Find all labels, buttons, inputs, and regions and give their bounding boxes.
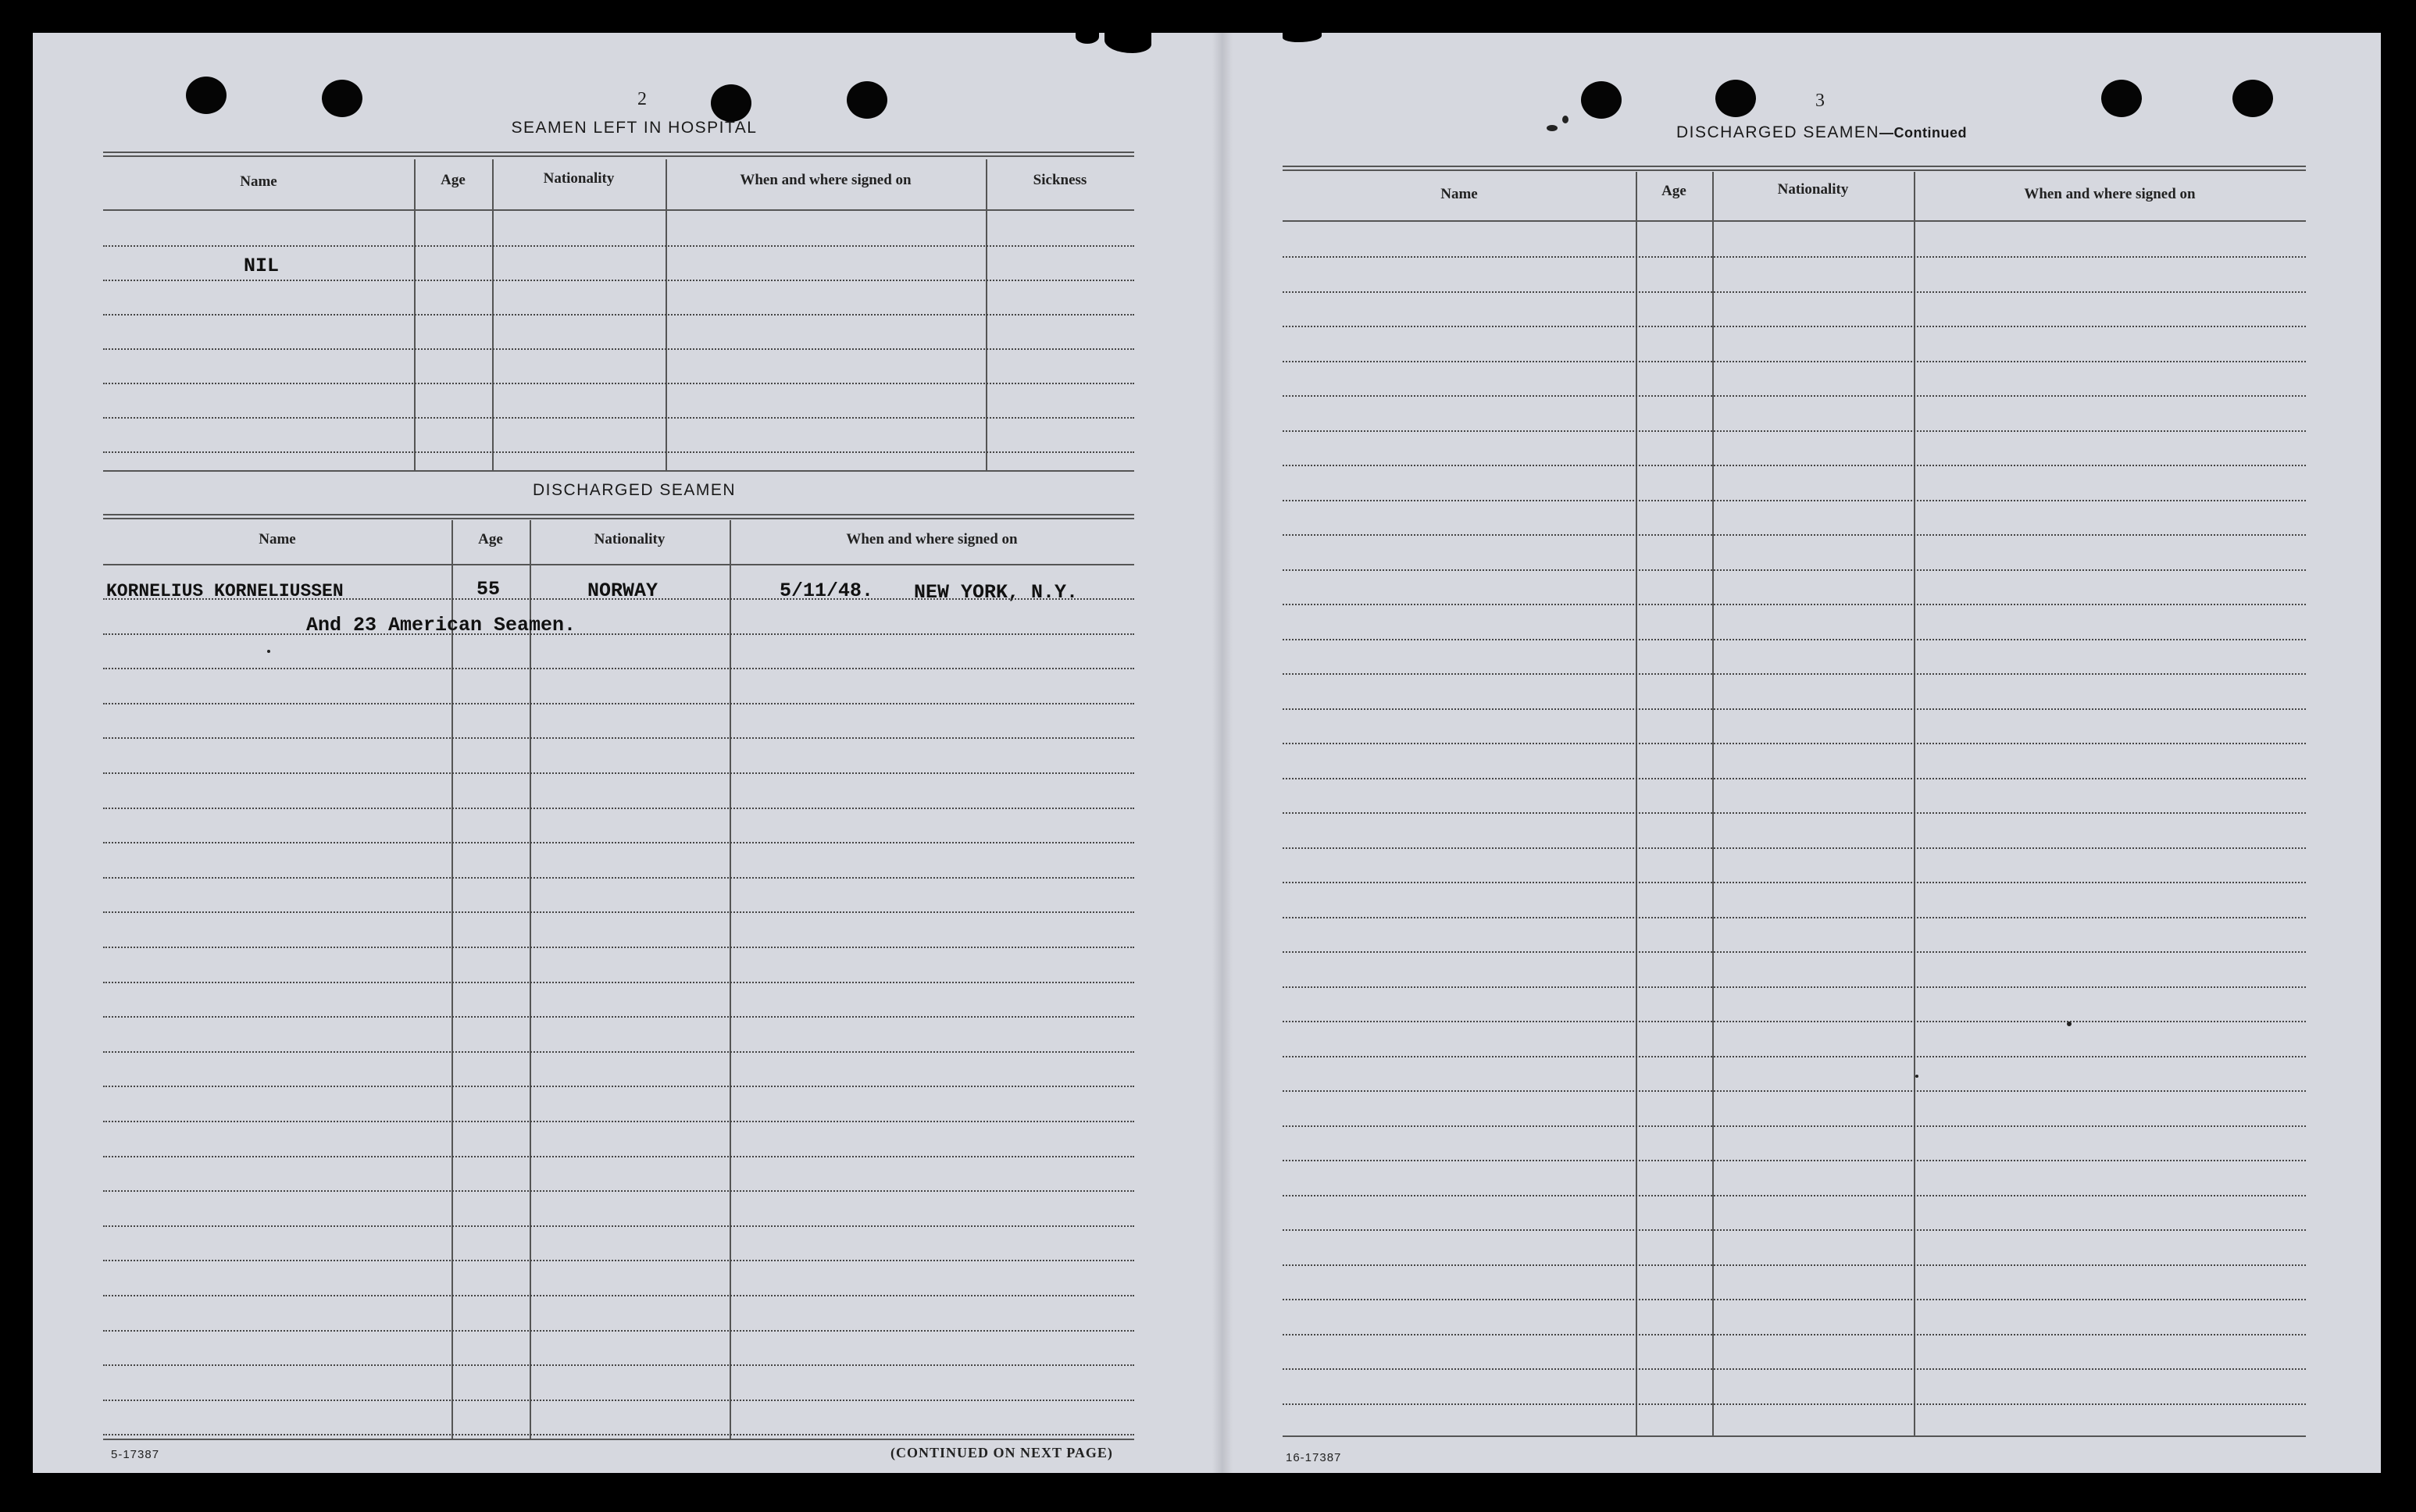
ruled-line	[103, 1051, 1134, 1053]
ruled-line	[103, 633, 1134, 635]
ruled-line	[1283, 465, 2306, 466]
hospital-header-rule	[103, 209, 1134, 211]
discharged-table-bottom-rule	[103, 1439, 1134, 1440]
ruled-line	[1283, 291, 2306, 293]
discharged-table-top-rule	[103, 514, 1134, 519]
ruled-line	[103, 280, 1134, 281]
ruled-line	[103, 1364, 1134, 1366]
ruled-line	[103, 772, 1134, 774]
ink-speck	[1915, 1075, 1918, 1078]
ruled-line	[1283, 1299, 2306, 1300]
col-header-age: Age	[441, 172, 466, 188]
page-number: 3	[1815, 91, 1825, 111]
ruled-line	[1283, 1334, 2306, 1335]
ruled-line	[1283, 778, 2306, 779]
ruled-line	[103, 737, 1134, 739]
discharged-continued-title-suffix: —Continued	[1879, 125, 1968, 141]
ruled-line	[103, 1121, 1134, 1122]
seaman-age: 55	[476, 578, 501, 601]
ink-speck	[2067, 1022, 2072, 1026]
ruled-line	[103, 911, 1134, 913]
ruled-line	[103, 703, 1134, 704]
col-header-name: Name	[259, 531, 296, 547]
ruled-line	[1283, 430, 2306, 432]
col-header-name: Name	[1440, 186, 1478, 202]
col-header-sickness: Sickness	[1033, 172, 1087, 188]
ruled-line	[103, 668, 1134, 669]
col-header-when-where: When and where signed on	[2024, 186, 2196, 202]
ink-speck	[1562, 116, 1568, 123]
col-header-when-where: When and where signed on	[846, 531, 1018, 547]
ruled-line	[1283, 812, 2306, 814]
ruled-line	[1283, 256, 2306, 258]
ruled-line	[1283, 1264, 2306, 1266]
ink-speck	[267, 650, 270, 653]
ruled-line	[103, 245, 1134, 247]
column-divider	[451, 520, 453, 1439]
ruled-line	[1283, 673, 2306, 675]
discharged-continued-title-main: DISCHARGED SEAMEN	[1675, 123, 1880, 141]
ruled-line	[103, 808, 1134, 809]
ruled-line	[103, 982, 1134, 983]
right-table-bottom-rule	[1283, 1435, 2306, 1437]
document-sheet	[33, 33, 2381, 1473]
column-divider	[530, 520, 531, 1439]
ruled-line	[103, 1330, 1134, 1332]
ruled-line	[1283, 604, 2306, 605]
ruled-line	[1283, 500, 2306, 501]
ruled-line	[103, 1016, 1134, 1018]
left-page	[103, 33, 1134, 1473]
ruled-line	[1283, 743, 2306, 744]
discharged-note: And 23 American Seamen.	[306, 614, 576, 637]
ruled-line	[1283, 708, 2306, 710]
ruled-line	[1283, 951, 2306, 953]
col-header-age: Age	[1661, 183, 1686, 199]
hospital-entry: NIL	[244, 255, 280, 277]
ruled-line	[1283, 534, 2306, 536]
ruled-line	[103, 451, 1134, 453]
ruled-line	[103, 1225, 1134, 1227]
right-page	[1283, 33, 2345, 1473]
ruled-line	[103, 1260, 1134, 1261]
ruled-line	[1283, 1056, 2306, 1057]
ruled-line	[1283, 639, 2306, 640]
right-table-top-rule	[1283, 166, 2306, 171]
ruled-line	[1283, 986, 2306, 988]
form-number: 16-17387	[1286, 1451, 1342, 1464]
discharged-section-title: DISCHARGED SEAMEN	[532, 481, 737, 499]
ruled-line	[1283, 326, 2306, 327]
col-header-name: Name	[240, 173, 277, 190]
ruled-line	[103, 877, 1134, 879]
ruled-line	[103, 1400, 1134, 1401]
ruled-line	[1283, 1368, 2306, 1370]
ruled-line	[103, 947, 1134, 948]
ruled-line	[1283, 917, 2306, 918]
col-header-nationality: Nationality	[594, 531, 666, 547]
seaman-signed-date: 5/11/48.	[780, 579, 874, 602]
ruled-line	[1283, 1021, 2306, 1022]
seaman-nationality: NORWAY	[587, 579, 658, 602]
center-fold	[1212, 33, 1233, 1473]
col-header-nationality: Nationality	[543, 170, 615, 187]
ruled-line	[1283, 395, 2306, 397]
ink-speck	[1547, 125, 1558, 131]
discharged-header-rule	[103, 564, 1134, 565]
ruled-line	[1283, 361, 2306, 362]
form-number: 5-17387	[111, 1448, 160, 1461]
ruled-line	[1283, 1403, 2306, 1405]
right-header-rule	[1283, 220, 2306, 222]
hospital-section-title: SEAMEN LEFT IN HOSPITAL	[511, 119, 758, 137]
col-header-age: Age	[478, 531, 503, 547]
ruled-line	[1283, 847, 2306, 849]
ruled-line	[1283, 882, 2306, 883]
discharged-continued-title	[1501, 123, 2142, 142]
ruled-line	[103, 383, 1134, 384]
seaman-name: KORNELIUS KORNELIUSSEN	[106, 581, 344, 601]
page-number: 2	[637, 89, 647, 109]
ruled-line	[103, 1086, 1134, 1087]
column-divider	[730, 520, 731, 1439]
hospital-table-bottom-rule	[103, 470, 1134, 472]
ruled-line	[1283, 1090, 2306, 1092]
col-header-nationality: Nationality	[1777, 181, 1849, 198]
ruled-line	[103, 417, 1134, 419]
ruled-line	[103, 1190, 1134, 1192]
ruled-line	[1283, 1160, 2306, 1161]
ruled-line	[103, 598, 1134, 600]
hospital-table-top-rule	[103, 152, 1134, 157]
ruled-line	[1283, 1229, 2306, 1231]
seaman-signed-place: NEW YORK, N.Y.	[914, 581, 1079, 604]
ruled-line	[103, 1156, 1134, 1157]
ruled-line	[103, 842, 1134, 843]
ruled-line	[103, 348, 1134, 350]
col-header-when-where: When and where signed on	[740, 172, 912, 188]
ruled-line	[1283, 1125, 2306, 1127]
continued-note: (CONTINUED ON NEXT PAGE)	[890, 1445, 1113, 1460]
ruled-line	[103, 1295, 1134, 1296]
ruled-line	[103, 1434, 1134, 1435]
ruled-line	[1283, 1195, 2306, 1196]
ruled-line	[1283, 569, 2306, 571]
ruled-line	[103, 314, 1134, 316]
